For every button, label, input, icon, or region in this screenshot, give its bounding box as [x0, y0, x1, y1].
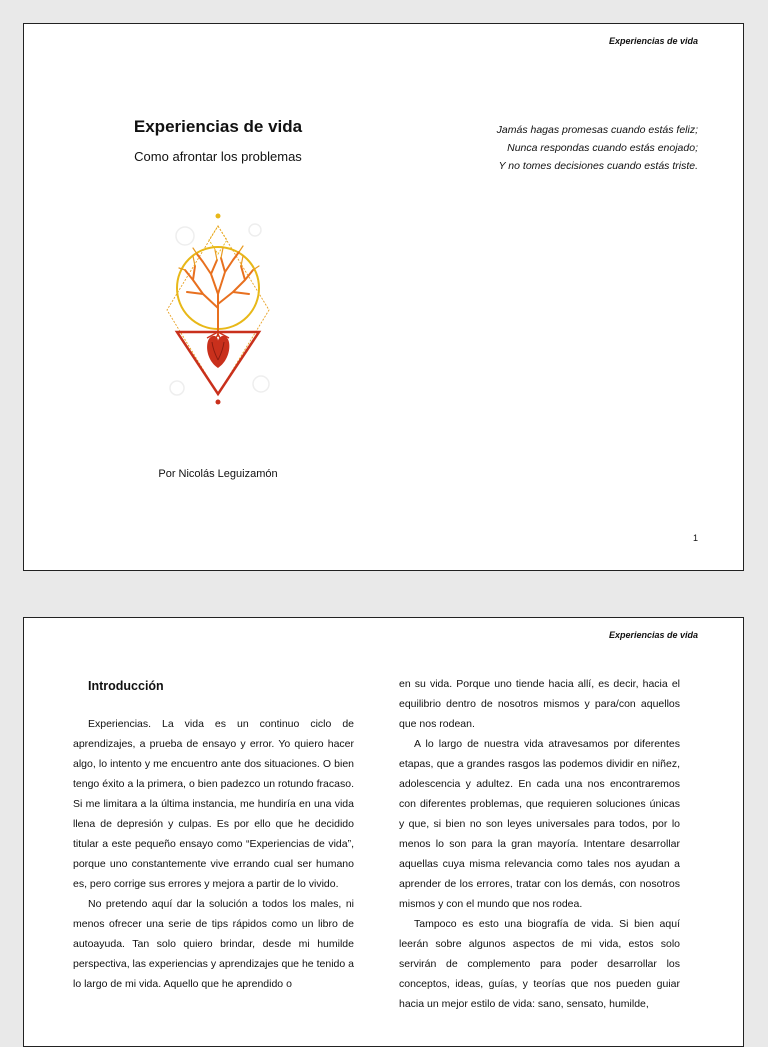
right-column: [399, 674, 680, 1014]
page-1: [23, 23, 744, 571]
section-heading: Introducción: [88, 679, 164, 693]
epigraph-line: Jamás hagas promesas cuando estás feliz;: [496, 124, 698, 136]
tree-heart-emblem-icon: [163, 208, 273, 406]
author-line: Por Nicolás Leguizamón: [158, 468, 278, 480]
epigraph: [398, 121, 698, 175]
book-title: Experiencias de vida: [133, 117, 303, 136]
page-number: 1: [692, 533, 698, 543]
running-head: Experiencias de vida: [608, 36, 698, 46]
paragraph: No pretendo aquí dar la solución a todos los males, ni menos ofrecer una serie de tips rápidos como un libro de autoayuda. Tan solo quiero brindar, desde mi humilde perspectiva, las experiencias y aprendizajes que he tenido a lo largo de mi vida. Aquello que he aprendido o: [73, 898, 354, 990]
paragraph: Tampoco es esto una biografía de vida. Si bien aquí leerán sobre algunos aspectos de mi vida, estos solo servirán de complemento para poder desarrollar los conceptos, ideas, guías, y teorías que nos pueden guiar hacia un mejor estilo de vida: sano, sensato, humilde,: [399, 918, 680, 1010]
paragraph: Experiencias. La vida es un continuo ciclo de aprendizajes, a prueba de ensayo y error. Yo quiero hacer algo, lo intento y me encuentro ante dos situaciones. O bien tengo éxito a la primera, o bien padezco un rotundo fracaso. Si me limitara a la última instancia, me hundiría en una vida llena de depresión y culpas. Es por ello que he decidido titular a este pequeño ensayo como “Experiencias de vida”, porque uno constantemente vive errando cual ser humano es, pero corrige sus errores y mejora a partir de lo vivido.: [73, 718, 354, 890]
left-column: [73, 674, 354, 994]
book-subtitle: Como afrontar los problemas: [134, 149, 302, 164]
epigraph-line: Nunca respondas cuando estás enojado;: [507, 142, 698, 154]
page-2: [23, 617, 744, 1047]
paragraph: en su vida. Porque uno tiende hacia allí, es decir, hacia el equilibrio dentro de nosotros mismos y para/con aquellos que nos rodean.: [399, 678, 680, 730]
paragraph: A lo largo de nuestra vida atravesamos por diferentes etapas, que a grandes rasgos las podemos dividir en niñez, adolescencia y adultez. En cada una nos encontraremos con diferentes problemas, que requieren soluciones únicas y que, si bien no son leyes universales para todos, por lo menos lo son para la gran mayoría. Intentare desarrollar aquellas cuya misma relevancia como tales nos ayudan a aprender de los errores, tratar con los demás, con nosotros mismos y con el mundo que nos rodea.: [399, 738, 680, 910]
epigraph-line: Y no tomes decisiones cuando estás triste.: [498, 160, 698, 172]
running-head: Experiencias de vida: [608, 630, 698, 640]
